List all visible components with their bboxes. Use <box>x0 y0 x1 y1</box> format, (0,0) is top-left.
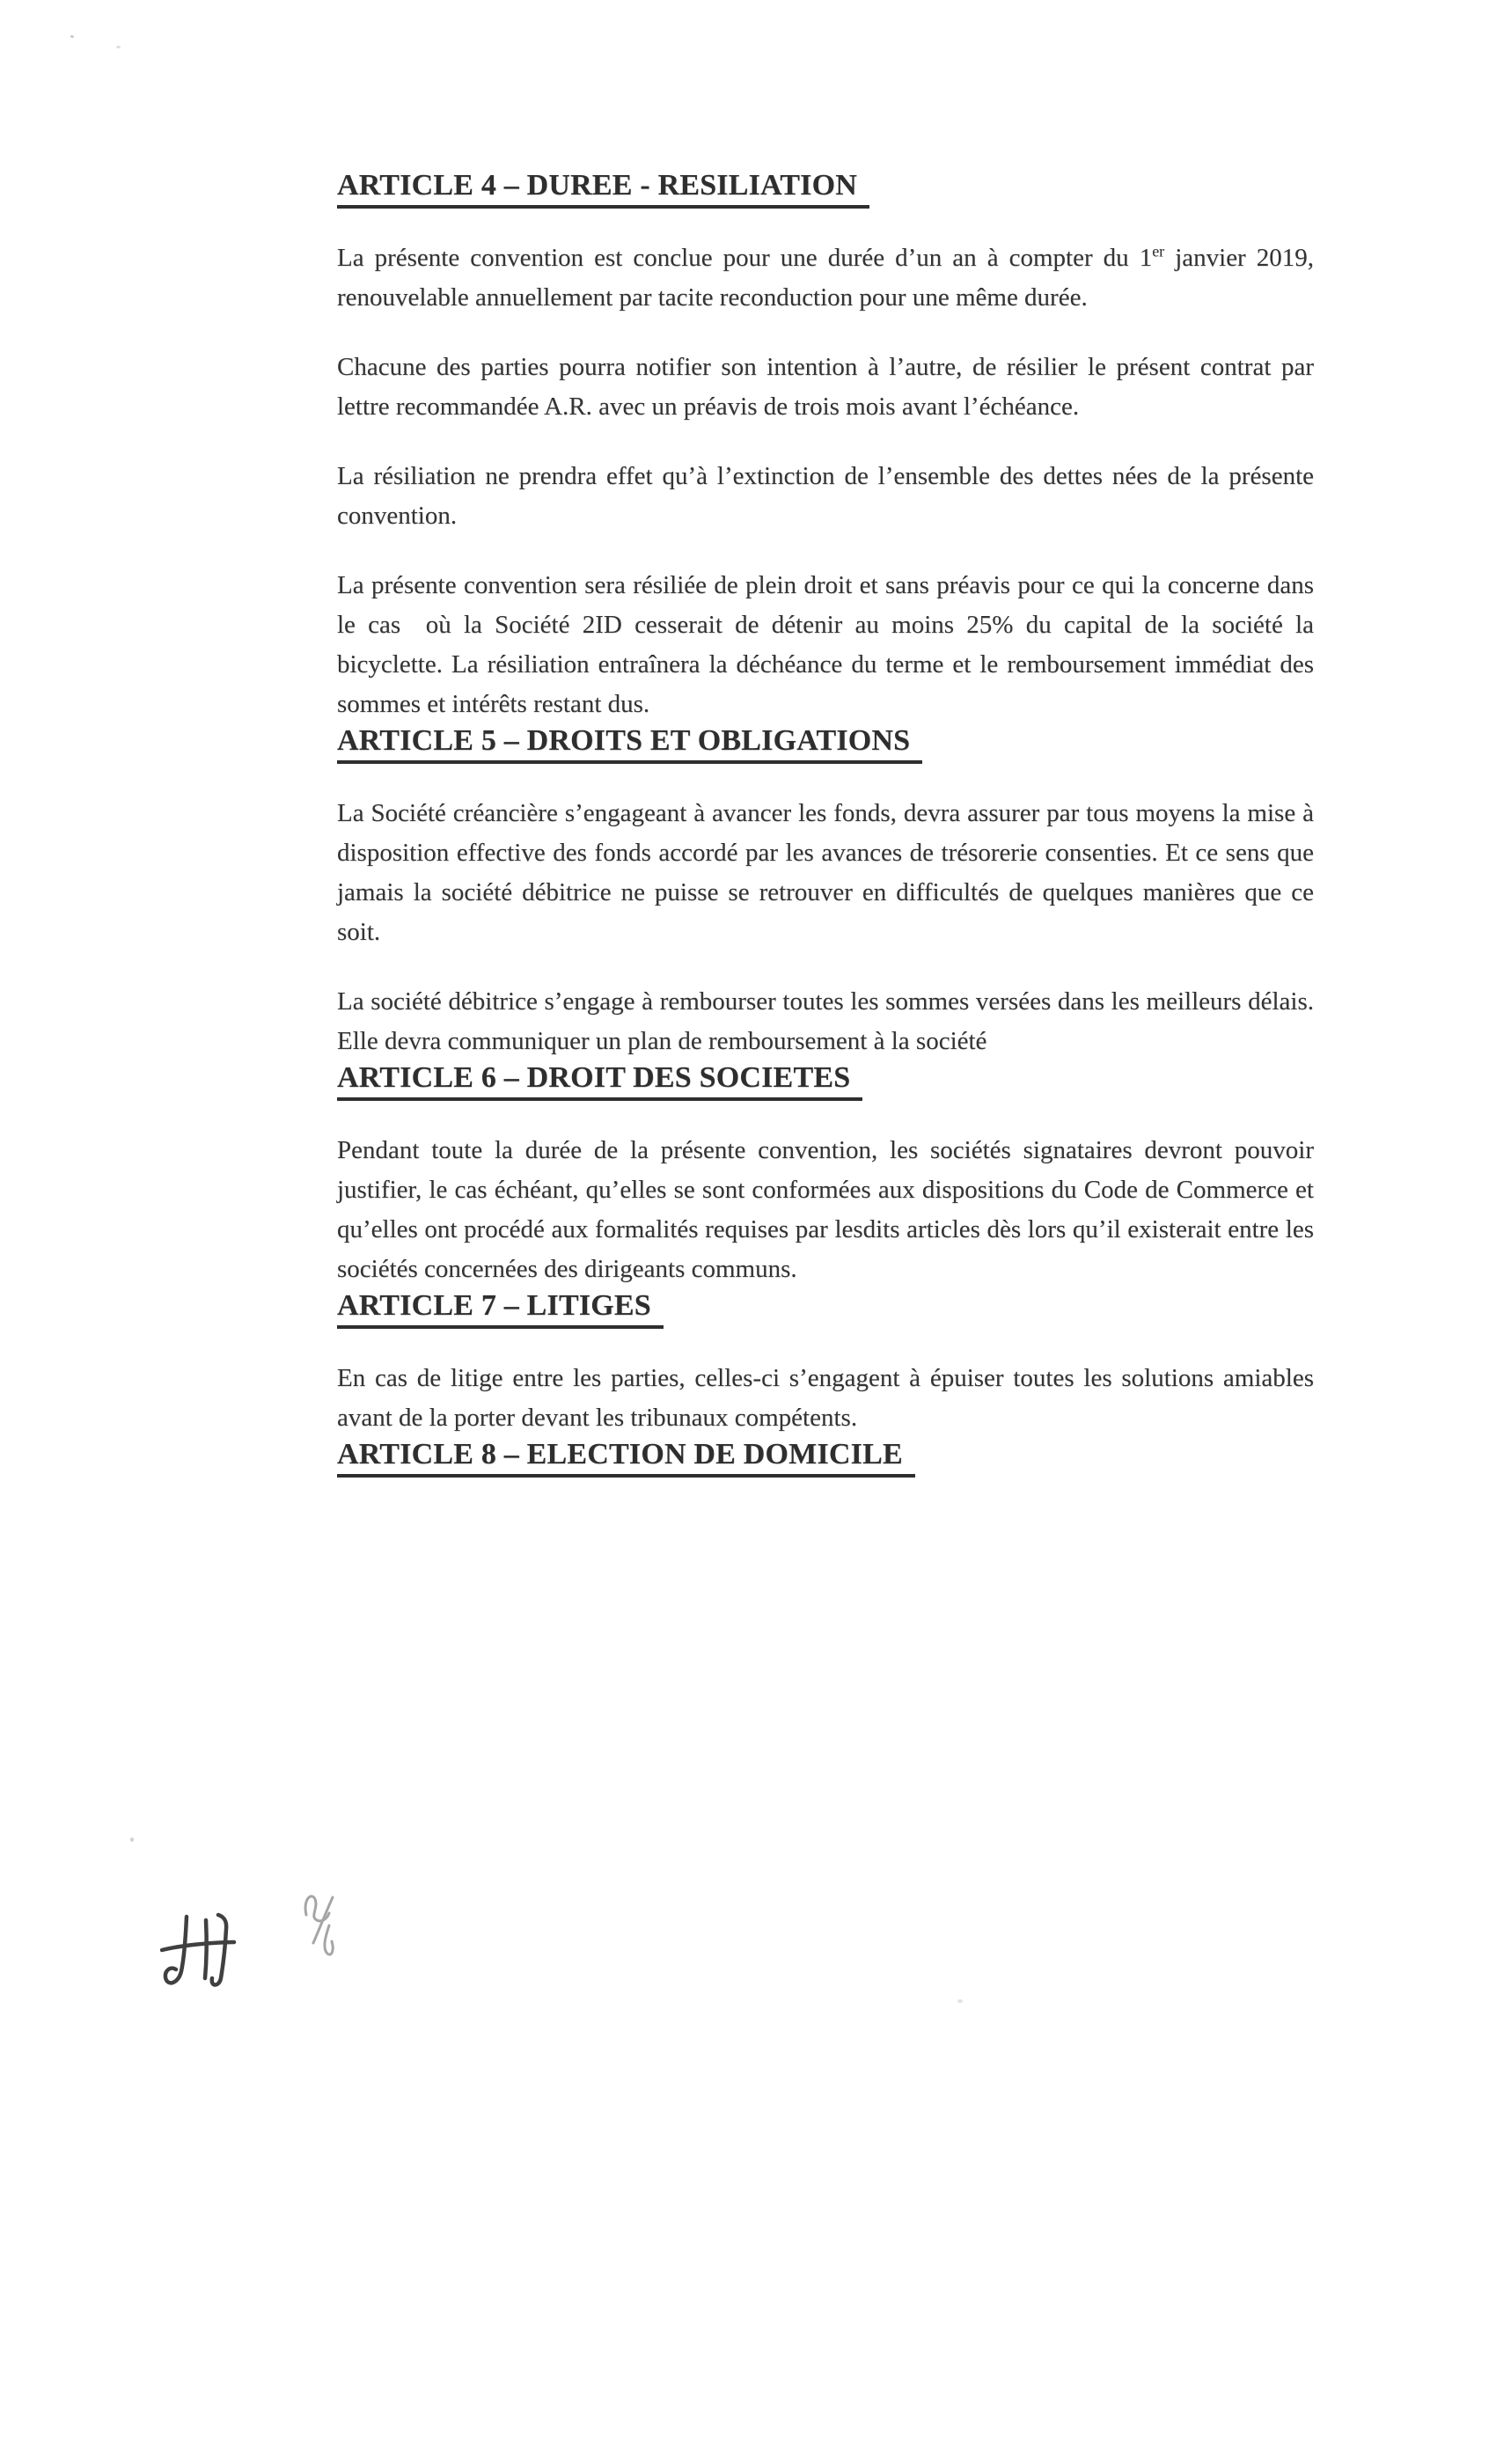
scan-speck <box>70 34 75 38</box>
article-8-section <box>337 1438 1314 1478</box>
handwritten-initials <box>160 1908 248 1996</box>
article-6-heading: ARTICLE 6 – DROIT DES SOCIETES <box>337 1061 862 1101</box>
scan-speck <box>116 46 121 48</box>
article-7-paragraph-1: En cas de litige entre les parties, celles-ci s’engagent à épuiser toutes les solutions amiables avant de la porter devant les tribunaux compétents. <box>337 1364 1314 1432</box>
ordinal-suffix: er <box>1152 242 1165 260</box>
article-4-paragraph-1 <box>337 238 1314 318</box>
article-5-paragraph-2: La société débitrice s’engage à rembourser toutes les sommes versées dans les meilleurs délais. Elle devra communiquer un plan de remboursement à la société <box>337 987 1314 1055</box>
scan-speck <box>130 1837 134 1842</box>
paragraph-text: janvier 2019, renouvelable annuellement par tacite reconduction pour une même durée. <box>337 244 1314 312</box>
article-4-paragraph-3: La résiliation ne prendra effet qu’à l’extinction de l’ensemble des dettes nées de la présente convention. <box>337 462 1314 530</box>
article-7-heading: ARTICLE 7 – LITIGES <box>337 1289 664 1329</box>
article-4-paragraph-2: Chacune des parties pourra notifier son intention à l’autre, de résilier le présent contrat par lettre recommandée A.R. avec un préavis de trois mois avant l’échéance. <box>337 353 1314 421</box>
contract-text-block <box>337 169 1314 1478</box>
paragraph-text: La présente convention est conclue pour une durée d’un an à compter du 1 <box>337 244 1153 272</box>
article-8-heading: ARTICLE 8 – ELECTION DE DOMICILE <box>337 1438 915 1478</box>
scan-speck <box>957 1999 963 2003</box>
article-6-paragraph-1: Pendant toute la durée de la présente convention, les sociétés signataires devront pouvoir justifier, le cas échéant, qu’elles se sont conformées aux dispositions du Code de Commerce et qu’elles ont procédé aux formalités requises par lesdits articles dès lors qu’il existerait entre les sociétés concernées des dirigeants communs. <box>337 1136 1314 1283</box>
article-7-section <box>337 1289 1314 1438</box>
article-6-section <box>337 1061 1314 1289</box>
article-4-heading: ARTICLE 4 – DUREE - RESILIATION <box>337 169 869 209</box>
article-4-paragraph-4: La présente convention sera résiliée de plein droit et sans préavis pour ce qui la concerne dans le cas où la Société 2ID cesserait de détenir au moins 25% du capital de la société la bicyclette. La résiliation entraînera la déchéance du terme et le remboursement immédiat des sommes et intérêts restant dus. <box>337 571 1314 718</box>
article-5-heading: ARTICLE 5 – DROITS ET OBLIGATIONS <box>337 724 922 764</box>
article-4-section <box>337 169 1314 724</box>
article-5-section <box>337 724 1314 1061</box>
pencil-scribble <box>294 1888 373 1985</box>
article-5-paragraph-1: La Société créancière s’engageant à avancer les fonds, devra assurer par tous moyens la mise à disposition effective des fonds accordé par les avances de trésorerie consenties. Et ce sens que jamais la société débitrice ne puisse se retrouver en difficultés de quelques manières que ce soit. <box>337 799 1314 946</box>
